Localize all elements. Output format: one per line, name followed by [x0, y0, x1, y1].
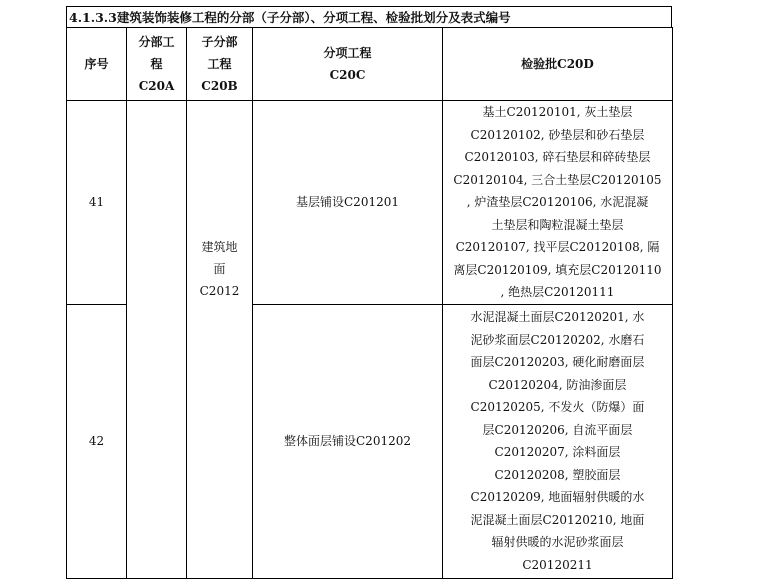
- section-title: 4.1.3.3建筑装饰装修工程的分部（子分部）、分项工程、检验批划分及表式编号: [66, 6, 672, 27]
- batch-line: 辐射供暖的水泥砂浆面层: [491, 535, 624, 549]
- batch-line: 水泥混凝土面层C20120201, 水: [470, 310, 645, 324]
- row-no: 41: [67, 101, 127, 305]
- header-no: 序号: [67, 28, 127, 101]
- batch-line: C20120107, 找平层C20120108, 隔: [455, 240, 660, 254]
- header-subdivision-line2: 工程: [207, 57, 232, 71]
- item-cell: 基层铺设C201201: [253, 101, 443, 305]
- header-division-code: C20A: [138, 79, 175, 93]
- document-page: [66, 6, 672, 579]
- batch-line: C20120208, 塑胶面层: [494, 467, 621, 482]
- batch-line: 离层C20120109, 填充层C20120110: [453, 262, 662, 277]
- batch-line: C20120103, 碎石垫层和碎砖垫层: [464, 150, 651, 164]
- batch-line: C20120102, 砂垫层和砂石垫层: [470, 127, 645, 142]
- subdivision-line2: 面: [213, 262, 226, 277]
- table-row: [67, 101, 673, 305]
- subdivision-line1: 建筑地: [201, 240, 238, 255]
- batch-line: 层C20120206, 自流平面层: [482, 422, 633, 437]
- header-item-line1: 分项工程: [323, 46, 372, 60]
- batch-line: 泥混凝土面层C20120210, 地面: [470, 512, 645, 527]
- header-subdivision-line1: 子分部: [201, 35, 238, 49]
- batch-line: C20120207, 涂料面层: [494, 445, 621, 459]
- batch-line: 土垫层和陶粒混凝土垫层: [491, 217, 624, 232]
- batch-line: C20120209, 地面辐射供暖的水: [470, 490, 645, 504]
- batch-cell: [443, 101, 673, 305]
- batch-line: 泥砂浆面层C20120202, 水磨石: [470, 332, 645, 347]
- batch-cell: [443, 304, 673, 578]
- batch-line: C20120104, 三合土垫层C20120105: [453, 172, 662, 187]
- batch-line: 面层C20120203, 硬化耐磨面层: [470, 355, 645, 369]
- batch-line: C20120205, 不发火（防爆）面: [470, 400, 645, 414]
- header-item: [253, 28, 443, 101]
- division-table: [66, 27, 673, 579]
- header-item-code: C20C: [329, 68, 366, 82]
- header-subdivision-code: C20B: [201, 79, 238, 93]
- header-subdivision: [187, 28, 253, 101]
- row-no: 42: [67, 304, 127, 578]
- header-division: [127, 28, 187, 101]
- header-batch: 检验批C20D: [443, 28, 673, 101]
- batch-line: , 绝热层C20120111: [500, 285, 615, 299]
- header-division-line2: 程: [150, 57, 163, 71]
- batch-line: C20120211: [522, 557, 593, 572]
- subdivision-cell: [187, 101, 253, 579]
- subdivision-code: C2012: [199, 284, 240, 299]
- batch-line: , 炉渣垫层C20120106, 水泥混凝: [466, 195, 649, 209]
- item-cell: 整体面层铺设C201202: [253, 304, 443, 578]
- header-row: [67, 28, 673, 101]
- batch-line: C20120204, 防油渗面层: [488, 377, 627, 392]
- division-cell: [127, 101, 187, 579]
- batch-line: 基土C20120101, 灰土垫层: [482, 105, 633, 119]
- header-division-line1: 分部工: [138, 35, 175, 49]
